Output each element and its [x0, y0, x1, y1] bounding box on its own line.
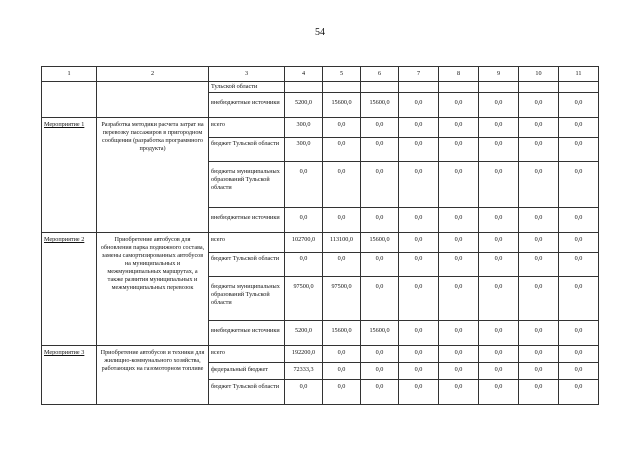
value-cell: 0,0 [439, 138, 479, 162]
value-cell: 0,0 [361, 118, 399, 138]
value-cell [439, 82, 479, 93]
value-cell: 0,0 [439, 208, 479, 233]
value-cell: 192200,0 [285, 346, 323, 363]
funding-source: федеральный бюджет [209, 363, 285, 380]
value-cell: 0,0 [559, 93, 599, 118]
value-cell: 0,0 [519, 277, 559, 321]
value-cell: 0,0 [439, 233, 479, 253]
value-cell: 0,0 [519, 321, 559, 346]
value-cell: 97500,0 [323, 277, 361, 321]
value-cell: 0,0 [519, 233, 559, 253]
value-cell: 0,0 [559, 277, 599, 321]
value-cell: 0,0 [439, 363, 479, 380]
value-cell [361, 82, 399, 93]
event-name-cell [97, 82, 209, 118]
value-cell: 0,0 [323, 138, 361, 162]
value-cell: 0,0 [519, 118, 559, 138]
value-cell: 0,0 [399, 277, 439, 321]
value-cell: 0,0 [399, 321, 439, 346]
value-cell: 0,0 [559, 321, 599, 346]
funding-source: всего [209, 346, 285, 363]
event-name: Приобретение автобусов для обновления парка подвижного состава, замены самортизированных автобусов на муниципальных и межмуниципальных маршрутах, а также развития муниципальных и межмуниципальных перевозок [97, 233, 209, 346]
value-cell: 0,0 [479, 93, 519, 118]
value-cell: 0,0 [323, 380, 361, 405]
value-cell: 0,0 [559, 138, 599, 162]
value-cell: 15600,0 [361, 321, 399, 346]
funding-source: внебюджетные источники [209, 208, 285, 233]
value-cell: 0,0 [479, 118, 519, 138]
value-cell: 0,0 [559, 208, 599, 233]
value-cell [399, 82, 439, 93]
value-cell: 0,0 [399, 253, 439, 277]
value-cell: 0,0 [285, 162, 323, 208]
funding-source: бюджет Тульской области [209, 253, 285, 277]
funding-source: внебюджетные источники [209, 321, 285, 346]
value-cell: 0,0 [323, 253, 361, 277]
value-cell: 0,0 [285, 380, 323, 405]
value-cell: 0,0 [479, 380, 519, 405]
value-cell: 0,0 [559, 380, 599, 405]
value-cell: 102700,0 [285, 233, 323, 253]
value-cell: 0,0 [361, 363, 399, 380]
column-header: 5 [323, 67, 361, 82]
value-cell: 0,0 [361, 277, 399, 321]
value-cell: 0,0 [399, 93, 439, 118]
value-cell: 0,0 [559, 346, 599, 363]
value-cell: 0,0 [399, 138, 439, 162]
value-cell: 0,0 [323, 363, 361, 380]
value-cell: 0,0 [399, 118, 439, 138]
value-cell [285, 82, 323, 93]
value-cell: 15600,0 [361, 233, 399, 253]
column-header: 1 [42, 67, 97, 82]
value-cell: 0,0 [361, 253, 399, 277]
value-cell: 0,0 [399, 162, 439, 208]
column-header: 7 [399, 67, 439, 82]
value-cell [559, 82, 599, 93]
value-cell: 15600,0 [361, 93, 399, 118]
value-cell: 0,0 [285, 208, 323, 233]
value-cell [323, 82, 361, 93]
value-cell: 0,0 [479, 321, 519, 346]
column-header: 11 [559, 67, 599, 82]
funding-source: всего [209, 118, 285, 138]
event-name: Разработка методики расчета затрат на перевозку пассажиров в пригородном сообщении (разработка программного продукта) [97, 118, 209, 233]
value-cell: 5200,0 [285, 93, 323, 118]
table-row [42, 233, 599, 253]
value-cell: 0,0 [559, 363, 599, 380]
table-row [42, 346, 599, 363]
value-cell: 0,0 [361, 346, 399, 363]
funding-source: бюджеты муниципальных образований Тульской области [209, 162, 285, 208]
funding-source: Тульской области [209, 82, 285, 93]
value-cell: 0,0 [323, 162, 361, 208]
value-cell: 0,0 [361, 208, 399, 233]
value-cell: 0,0 [479, 162, 519, 208]
funding-source: всего [209, 233, 285, 253]
page-number: 54 [315, 27, 325, 38]
column-header: 10 [519, 67, 559, 82]
value-cell: 15600,0 [323, 93, 361, 118]
value-cell: 0,0 [519, 346, 559, 363]
value-cell: 0,0 [323, 346, 361, 363]
column-header: 3 [209, 67, 285, 82]
funding-source: бюджет Тульской области [209, 138, 285, 162]
value-cell: 0,0 [439, 118, 479, 138]
funding-source: внебюджетные источники [209, 93, 285, 118]
value-cell: 0,0 [519, 363, 559, 380]
value-cell: 0,0 [323, 208, 361, 233]
header-row [42, 67, 599, 82]
value-cell: 0,0 [479, 277, 519, 321]
value-cell: 0,0 [479, 253, 519, 277]
value-cell: 0,0 [399, 363, 439, 380]
value-cell: 0,0 [559, 233, 599, 253]
value-cell: 0,0 [519, 138, 559, 162]
funding-source: бюджеты муниципальных образований Тульской области [209, 277, 285, 321]
value-cell: 0,0 [479, 363, 519, 380]
column-header: 8 [439, 67, 479, 82]
value-cell: 0,0 [479, 138, 519, 162]
column-header: 4 [285, 67, 323, 82]
event-label-cell [42, 82, 97, 118]
value-cell: 300,0 [285, 138, 323, 162]
value-cell: 0,0 [285, 253, 323, 277]
value-cell: 0,0 [439, 162, 479, 208]
value-cell: 0,0 [323, 118, 361, 138]
value-cell: 0,0 [519, 208, 559, 233]
value-cell: 0,0 [519, 162, 559, 208]
value-cell: 0,0 [559, 253, 599, 277]
value-cell: 0,0 [399, 208, 439, 233]
column-header: 2 [97, 67, 209, 82]
value-cell: 0,0 [361, 162, 399, 208]
value-cell: 0,0 [439, 93, 479, 118]
value-cell: 15600,0 [323, 321, 361, 346]
budget-table [41, 66, 599, 405]
value-cell: 0,0 [479, 346, 519, 363]
value-cell: 0,0 [519, 253, 559, 277]
event-label: Мероприятие 2 [42, 233, 97, 346]
value-cell: 72333,3 [285, 363, 323, 380]
value-cell: 0,0 [439, 321, 479, 346]
value-cell: 0,0 [479, 208, 519, 233]
column-header: 6 [361, 67, 399, 82]
value-cell: 0,0 [399, 346, 439, 363]
value-cell: 0,0 [439, 277, 479, 321]
value-cell: 0,0 [479, 233, 519, 253]
column-header: 9 [479, 67, 519, 82]
funding-source: бюджет Тульской области [209, 380, 285, 405]
value-cell [519, 82, 559, 93]
event-name: Приобретение автобусов и техники для жилищно-коммунального хозяйства, работающих на газомоторном топливе [97, 346, 209, 405]
value-cell: 5200,0 [285, 321, 323, 346]
value-cell: 113100,0 [323, 233, 361, 253]
table-row [42, 82, 599, 93]
value-cell: 300,0 [285, 118, 323, 138]
value-cell: 97500,0 [285, 277, 323, 321]
value-cell [479, 82, 519, 93]
table-row [42, 118, 599, 138]
value-cell: 0,0 [439, 253, 479, 277]
value-cell: 0,0 [399, 233, 439, 253]
value-cell: 0,0 [399, 380, 439, 405]
value-cell: 0,0 [519, 93, 559, 118]
value-cell: 0,0 [559, 118, 599, 138]
value-cell: 0,0 [361, 380, 399, 405]
value-cell: 0,0 [519, 380, 559, 405]
event-label: Мероприятие 1 [42, 118, 97, 233]
value-cell: 0,0 [559, 162, 599, 208]
value-cell: 0,0 [439, 380, 479, 405]
event-label: Мероприятие 3 [42, 346, 97, 405]
value-cell: 0,0 [361, 138, 399, 162]
value-cell: 0,0 [439, 346, 479, 363]
